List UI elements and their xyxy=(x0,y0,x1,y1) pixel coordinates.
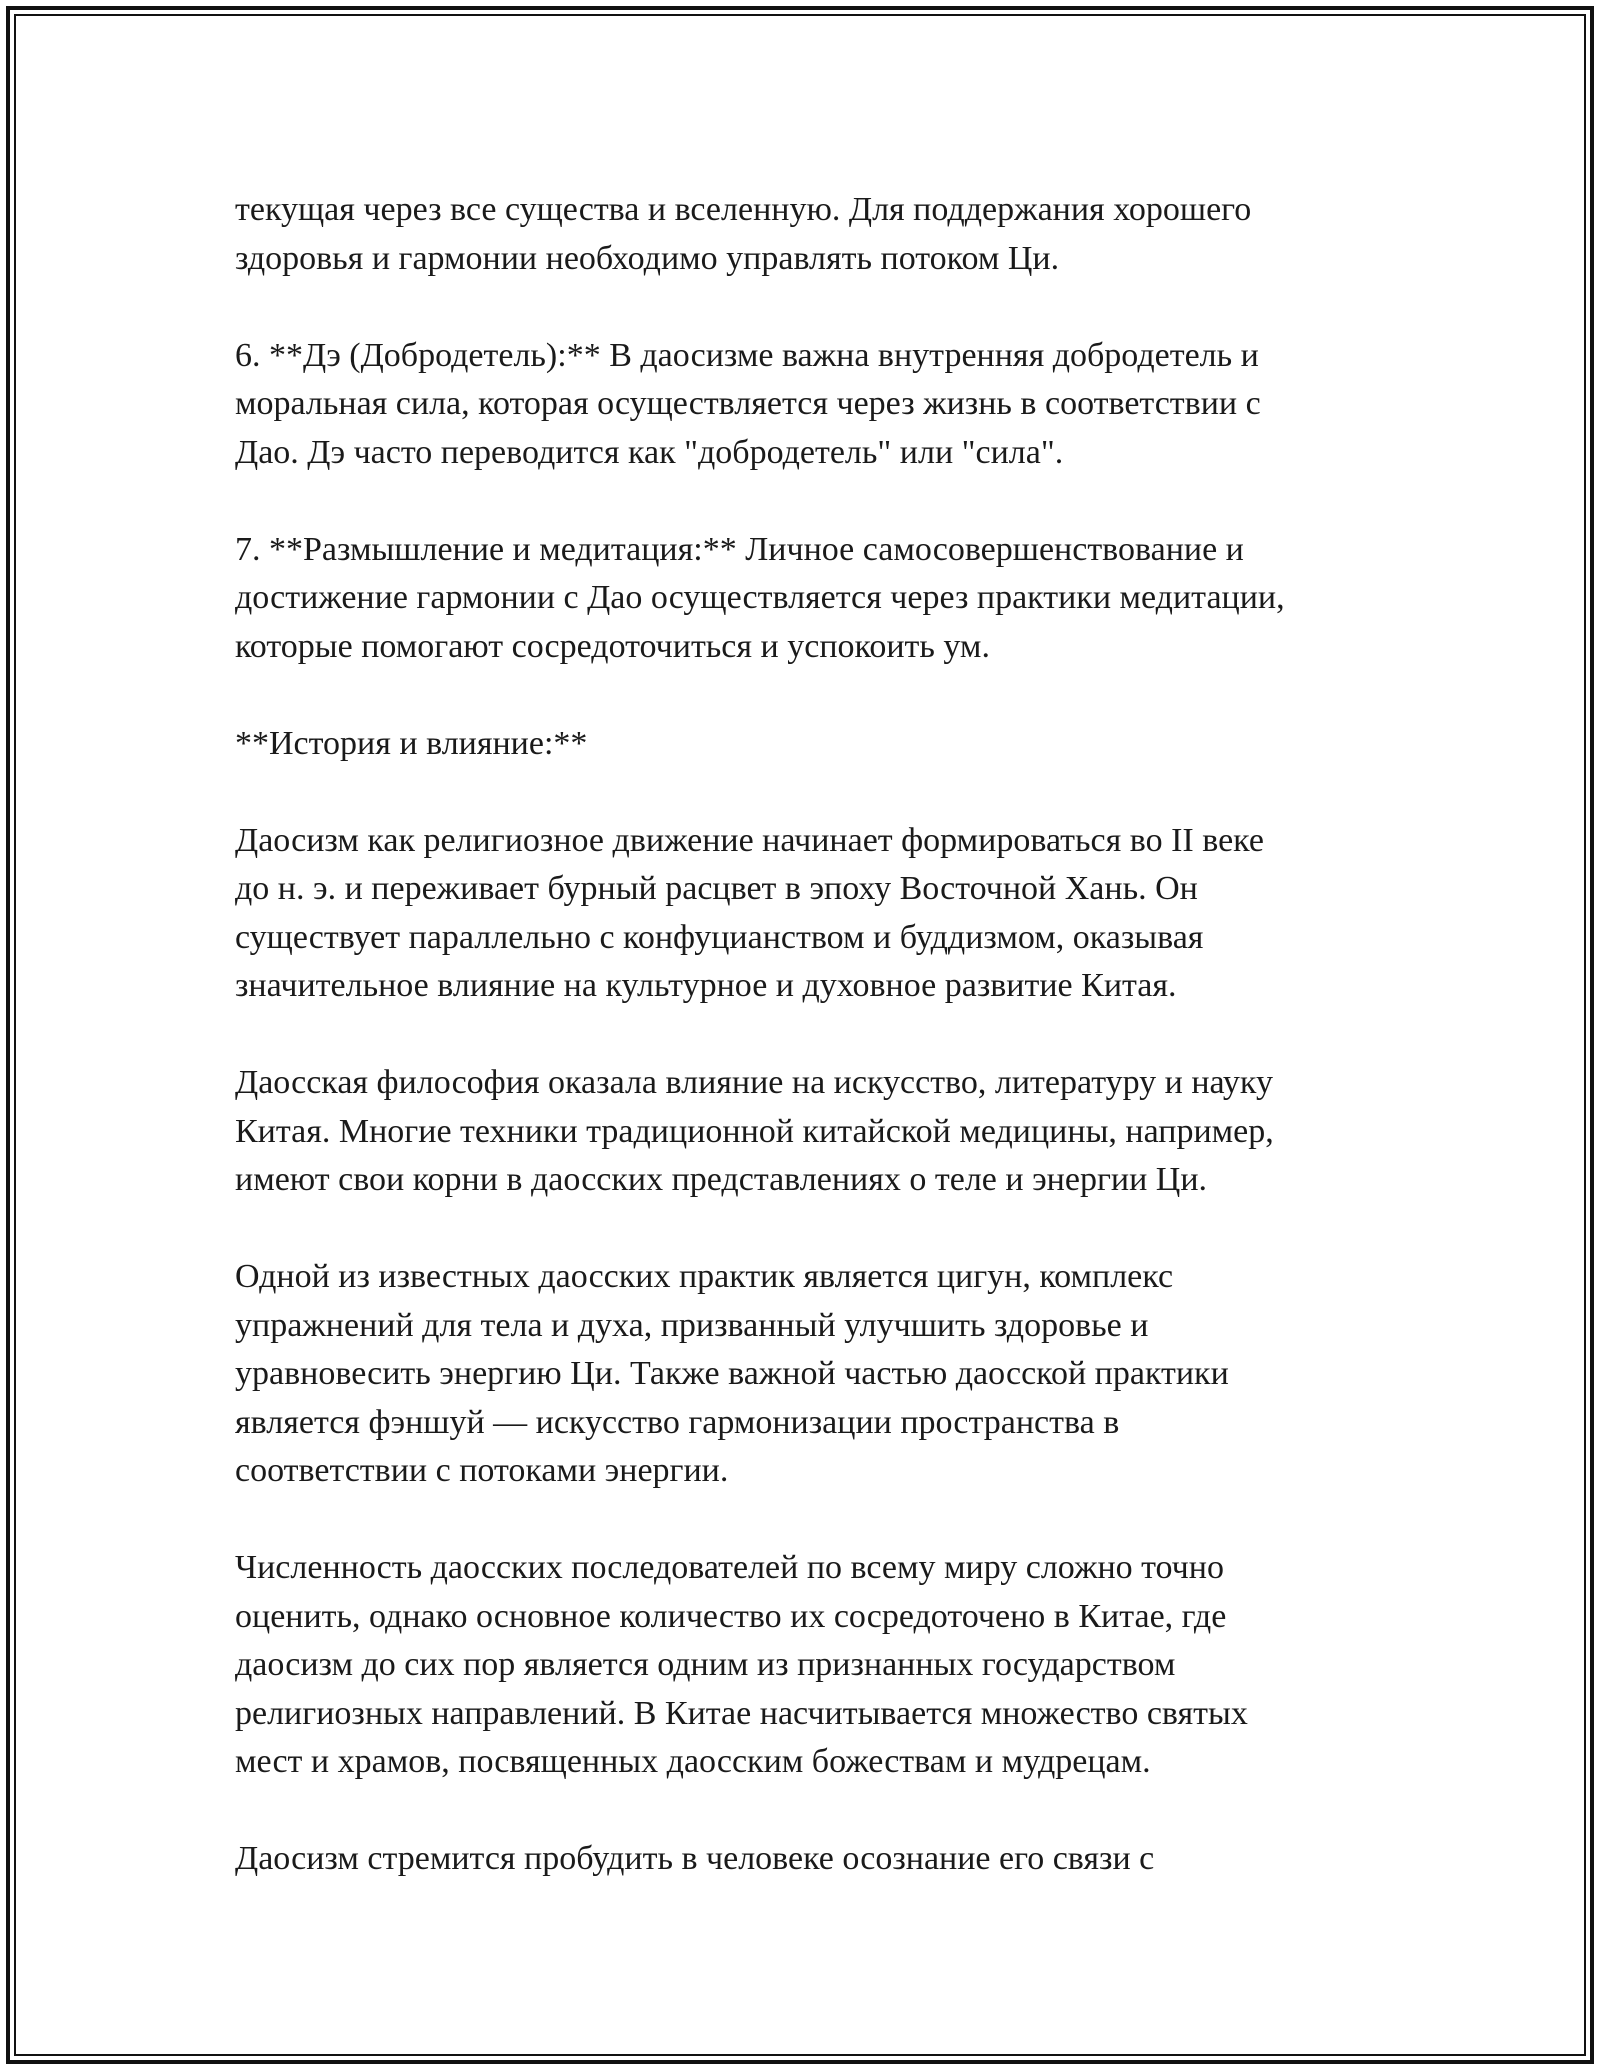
paragraph-philosophy-influence xyxy=(235,1059,1385,1205)
text-line: Даосизм стремится пробудить в человеке осознание его связи с xyxy=(235,1840,1155,1877)
paragraph-qi-flow xyxy=(235,186,1385,283)
text-line: текущая через все существа и вселенную. Для поддержания хорошего xyxy=(235,191,1252,228)
text-line: здоровья и гармонии необходимо управлять потоком Ци. xyxy=(235,239,1060,277)
text-line: оценить, однако основное количество их сосредоточено в Китае, где xyxy=(235,1597,1227,1635)
text-line: Дао. Дэ часто переводится как "добродетель" или "сила". xyxy=(235,433,1064,471)
text-line: Даосская философия оказала влияние на искусство, литературу и науку xyxy=(235,1064,1273,1101)
text-line: значительное влияние на культурное и духовное развитие Китая. xyxy=(235,967,1177,1004)
text-line: соответствии с потоками энергии. xyxy=(235,1452,729,1489)
section-heading-history xyxy=(235,720,1385,769)
text-line: до н. э. и переживает бурный расцвет в эпоху Восточной Хань. Он xyxy=(235,870,1198,907)
text-line: религиозных направлений. В Китае насчитывается множество святых xyxy=(235,1694,1248,1732)
text-line: уравновесить энергию Ци. Также важной частью даосской практики xyxy=(235,1355,1229,1392)
text-line: мест и храмов, посвященных даосским божествам и мудрецам. xyxy=(235,1743,1151,1780)
text-line: достижение гармонии с Дао осуществляется через практики медитации, xyxy=(235,579,1285,616)
text-line: которые помогают сосредоточиться и успокоить ум. xyxy=(235,627,990,665)
paragraph-de-virtue xyxy=(235,332,1385,478)
text-line: 6. **Дэ (Добродетель):** В даосизме важна внутренняя добродетель и xyxy=(235,336,1259,374)
document-body xyxy=(235,186,1385,1932)
paragraph-qigong-fengshui xyxy=(235,1253,1385,1496)
text-line: Даосизм как религиозное движение начинает формироваться во II веке xyxy=(235,821,1264,859)
heading-text: **История и влияние:** xyxy=(235,724,588,762)
text-line: Одной из известных даосских практик является цигун, комплекс xyxy=(235,1258,1174,1295)
text-line: существует параллельно с конфуцианством и буддизмом, оказывая xyxy=(235,918,1204,956)
text-line: даосизм до сих пор является одним из признанных государством xyxy=(235,1646,1176,1683)
text-line: Численность даосских последователей по всему миру сложно точно xyxy=(235,1549,1224,1586)
text-line: 7. **Размышление и медитация:** Личное самосовершенствование и xyxy=(235,530,1244,568)
text-line: моральная сила, которая осуществляется через жизнь в соответствии с xyxy=(235,385,1261,422)
paragraph-followers xyxy=(235,1544,1385,1787)
text-line: упражнений для тела и духа, призванный улучшить здоровье и xyxy=(235,1306,1149,1344)
text-line: является фэншуй — искусство гармонизации пространства в xyxy=(235,1403,1120,1441)
paragraph-awareness xyxy=(235,1835,1385,1884)
paragraph-meditation xyxy=(235,526,1385,672)
text-line: имеют свои корни в даосских представлениях о теле и энергии Ци. xyxy=(235,1161,1208,1198)
paragraph-history xyxy=(235,817,1385,1011)
text-line: Китая. Многие техники традиционной китайской медицины, например, xyxy=(235,1112,1274,1150)
